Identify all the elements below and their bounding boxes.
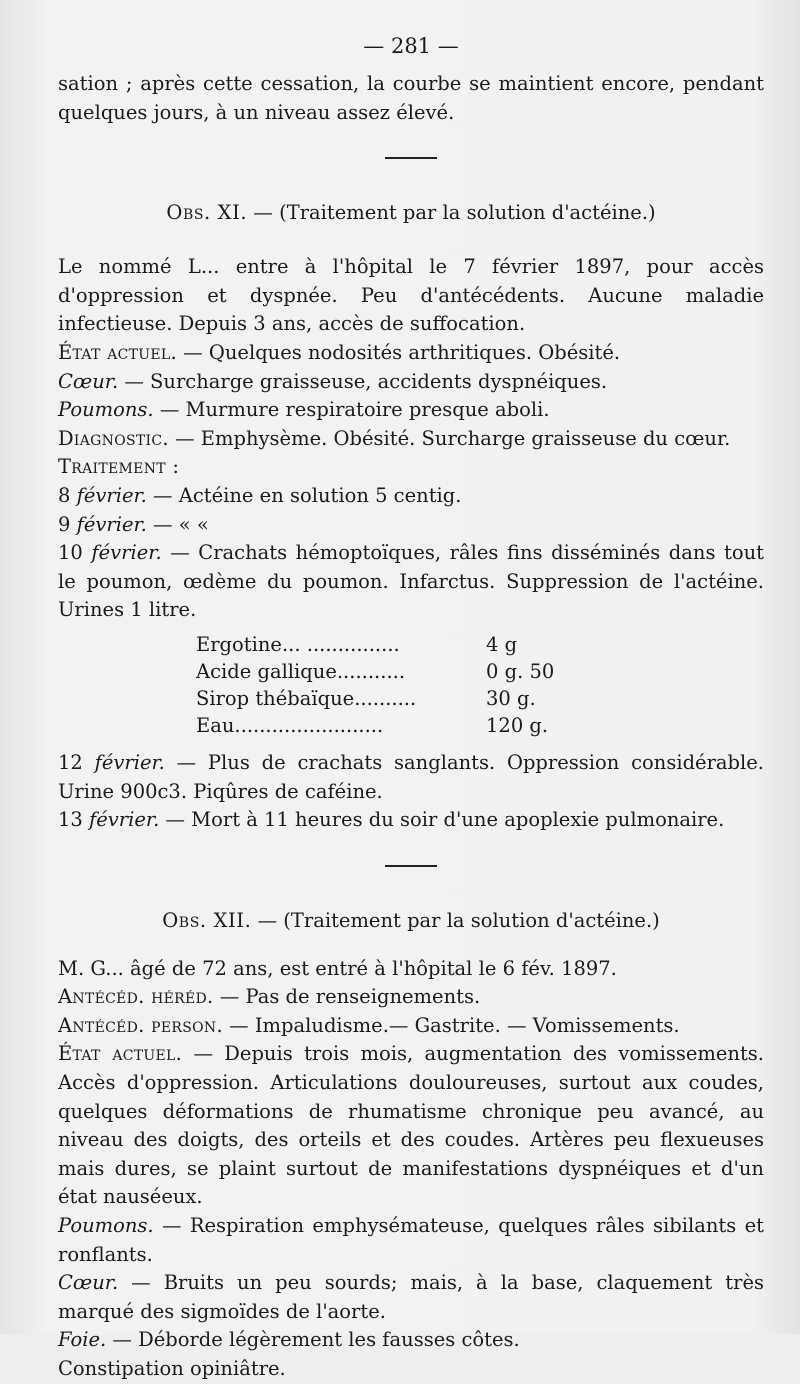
prescription-item-name: Sirop thébaïque.......... xyxy=(196,686,417,710)
obs11-entry-9-fevrier xyxy=(58,511,764,540)
prescription-item-name: Eau........................ xyxy=(196,713,384,737)
obs11-entry-10-fevrier xyxy=(58,539,764,625)
obs12-antecedents-hereditaires-line xyxy=(58,983,764,1012)
obs12-foie-text: — Déborde légèrement les fausses côtes. xyxy=(106,1328,520,1352)
obs12-coeur-text: — Bruits un peu sourds; mais, à la base, claquement très marqué des sigmoïdes de l'aorte. xyxy=(58,1271,764,1323)
obs11-diagnostic-text: — Emphysème. Obésité. Surcharge graisseuse du cœur. xyxy=(168,426,731,450)
obs11-traitement-line xyxy=(58,453,764,482)
obs12-coeur-paragraph xyxy=(58,1269,764,1326)
prescription-item-qty: 120 g. xyxy=(486,713,549,737)
prescription-item-qty: 30 g. xyxy=(486,686,536,710)
obs11-entry-13-day: 13 xyxy=(58,808,90,832)
obs11-entry-12-text: — Plus de crachats sanglants. Oppression considérable. Urine 900c3. Piqûres de caféine. xyxy=(58,750,765,803)
prescription-row xyxy=(196,712,764,739)
obs11-etat-text: — Quelques nodosités arthritiques. Obésité. xyxy=(176,340,621,364)
obs11-traitement-label: Traitement : xyxy=(58,455,180,479)
obs12-section xyxy=(58,955,764,1384)
obs12-etat-paragraph xyxy=(58,1040,764,1212)
obs11-etat-label: État actuel. xyxy=(58,340,177,364)
section-divider-1 xyxy=(385,157,437,159)
obs11-entry-13-text: — Mort à 11 heures du soir d'une apoplexie pulmonaire. xyxy=(159,808,725,832)
prescription-item-qty: 0 g. 50 xyxy=(486,659,555,683)
obs12-antecedents-personnels-line xyxy=(58,1012,764,1041)
obs11-entry-9-text: — « « xyxy=(146,512,209,536)
obs11-coeur-label: Cœur. xyxy=(58,369,119,393)
obs12-foie-label: Foie. xyxy=(58,1328,107,1352)
obs12-antecedents-hereditaires-label: Antécéd. héréd. xyxy=(58,985,214,1009)
obs11-entry-9-month: février. xyxy=(76,512,147,536)
obs12-poumons-text: — Respiration emphysémateuse, quelques râles sibilants et ronflants. xyxy=(58,1214,764,1266)
obs12-etat-label: État actuel. xyxy=(58,1042,183,1066)
section-divider-2 xyxy=(385,865,437,867)
obs11-entry-12-month: février. xyxy=(94,750,165,774)
obs11-poumons-text: — Murmure respiratoire presque aboli. xyxy=(153,398,550,422)
obs12-foie-line xyxy=(58,1326,764,1355)
obs12-paragraph-1: M. G... âgé de 72 ans, est entré à l'hôpital le 6 fév. 1897. xyxy=(58,956,617,980)
intro-paragraph: sation ; après cette cessation, la courbe se maintient encore, pendant quelques jours, à un niveau assez élevé. xyxy=(58,72,764,124)
obs11-etat-line xyxy=(58,339,764,368)
prescription-row xyxy=(196,658,764,685)
obs11-section xyxy=(58,253,764,835)
obs11-heading-label: Obs. XI. xyxy=(166,201,248,225)
obs11-diagnostic-label: Diagnostic. xyxy=(58,426,169,450)
obs11-paragraph-1: Le nommé L... entre à l'hôpital le 7 février 1897, pour accès d'oppression et dyspnée. Peu d'antécédents. Aucune maladie infectieuse. Depuis 3 ans, accès de suffocation. xyxy=(58,255,764,336)
obs11-poumons-label: Poumons. xyxy=(58,398,154,422)
obs11-coeur-line xyxy=(58,368,764,397)
obs12-poumons-label: Poumons. xyxy=(58,1214,154,1238)
obs11-entry-10-day: 10 xyxy=(58,541,92,565)
obs11-entry-12-day: 12 xyxy=(58,750,95,774)
prescription-row xyxy=(196,685,764,712)
obs11-diagnostic-line xyxy=(58,425,764,454)
obs11-entry-9-day: 9 xyxy=(58,512,77,536)
obs11-heading-text: — (Traitement par la solution d'actéine.) xyxy=(247,201,656,225)
prescription-row xyxy=(196,631,764,658)
prescription-item-name: Acide gallique........... xyxy=(196,659,406,683)
obs11-entry-8-month: février. xyxy=(76,483,147,507)
obs12-heading xyxy=(58,907,764,935)
obs12-heading-label: Obs. XII. xyxy=(162,908,252,932)
obs11-coeur-text: — Surcharge graisseuse, accidents dyspnéiques. xyxy=(118,369,608,393)
obs12-heading-text: — (Traitement par la solution d'actéine.) xyxy=(251,908,660,932)
obs12-poumons-paragraph xyxy=(58,1212,764,1269)
obs11-entry-8-fevrier xyxy=(58,482,764,511)
obs11-entry-8-day: 8 xyxy=(58,483,77,507)
prescription-item-qty: 4 g xyxy=(486,632,518,656)
obs12-coeur-label: Cœur. xyxy=(58,1271,119,1295)
obs12-etat-text: — Depuis trois mois, augmentation des vomissements. Accès d'oppression. Articulations douloureuses, surtout aux coudes, quelques déformations de rhumatisme chronique peu avancé, au niveau des doigts, des orteils et des coudes. Artères peu flexueuses mais dures, se plaint surtout de manifestations dyspnéiques et d'un état nauséeux. xyxy=(58,1042,765,1209)
obs11-entry-13-month: février. xyxy=(89,808,160,832)
obs12-antecedents-personnels-label: Antécéd. person. xyxy=(58,1013,223,1037)
obs11-entry-13-fevrier xyxy=(58,806,764,835)
obs11-poumons-line xyxy=(58,396,764,425)
obs11-entry-8-text: — Actéine en solution 5 centig. xyxy=(146,483,462,507)
page-number: — 281 — xyxy=(363,34,459,58)
obs11-entry-10-text: — Crachats hémoptoïques, râles fins disséminés dans tout le poumon, œdème du poumon. Infarctus. Suppression de l'actéine. Urines 1 litre. xyxy=(58,541,764,622)
obs11-entry-12-fevrier xyxy=(58,749,764,806)
prescription-item-name: Ergotine... ............... xyxy=(196,632,400,656)
obs11-entry-10-month: février. xyxy=(91,541,162,565)
prescription-list xyxy=(196,631,764,739)
obs12-antecedents-personnels-text: — Impaludisme.— Gastrite. — Vomissements. xyxy=(222,1013,680,1037)
obs11-heading xyxy=(58,199,764,227)
obs12-antecedents-hereditaires-text: — Pas de renseignements. xyxy=(213,985,481,1009)
obs12-constipation-line: Constipation opiniâtre. xyxy=(58,1357,286,1380)
